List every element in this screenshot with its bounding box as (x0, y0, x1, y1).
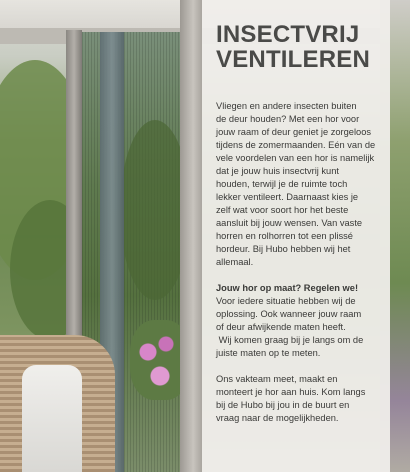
page-title (216, 22, 390, 72)
title-line-1: INSECTVRIJ (216, 21, 360, 48)
intro-line: lekker ventileert. Daarnaast kies je (216, 192, 359, 202)
intro-line: allemaal. (216, 257, 254, 267)
intro-line: jouw raam of deur geniet je zorgeloos (216, 127, 372, 137)
intro-line: aansluit bij jouw wensen. Van vaste (216, 218, 363, 228)
chair-cushion (22, 365, 82, 472)
intro-line: tijdens de zomermaanden. Eén van de (216, 140, 376, 150)
section2-line: juiste maten op te meten. (216, 348, 321, 358)
paragraph-gap (216, 360, 384, 373)
section3-line: monteert je hor aan huis. Kom langs (216, 387, 366, 397)
section2-line: Wij komen graag bij je langs om de (216, 335, 364, 345)
intro-line: zelf wat voor soort hor het beste (216, 205, 349, 215)
intro-line: de deur houden? Met een hor voor (216, 114, 360, 124)
intro-line: Vliegen en andere insecten buiten (216, 101, 357, 111)
door-frame-right (180, 0, 202, 472)
title-line-2: VENTILEREN (216, 46, 371, 73)
intro-line: horren en rolhorren tot een plissé (216, 231, 353, 241)
section3-line: bij de Hubo bij jou in de buurt en (216, 400, 350, 410)
intro-line: houden, terwijl je de ruimte toch (216, 179, 348, 189)
section-subheading: Jouw hor op maat? Regelen we! (216, 283, 359, 293)
body-text (216, 100, 384, 425)
paragraph-gap (216, 269, 384, 282)
section2-line: Voor iedere situatie hebben wij de (216, 296, 356, 306)
intro-line: vele voordelen van een hor is namelijk (216, 153, 375, 163)
intro-line: dat je jouw huis insectvrij kunt (216, 166, 339, 176)
section3-line: Ons vakteam meet, maakt en (216, 374, 338, 384)
section3-line: vraag naar de mogelijkheden. (216, 413, 339, 423)
section2-line: of deur afwijkende maten heeft. (216, 322, 346, 332)
intro-line: hordeur. Bij Hubo hebben wij het (216, 244, 351, 254)
section2-line: oplossing. Ook wanneer jouw raam (216, 309, 362, 319)
text-panel (202, 0, 390, 472)
